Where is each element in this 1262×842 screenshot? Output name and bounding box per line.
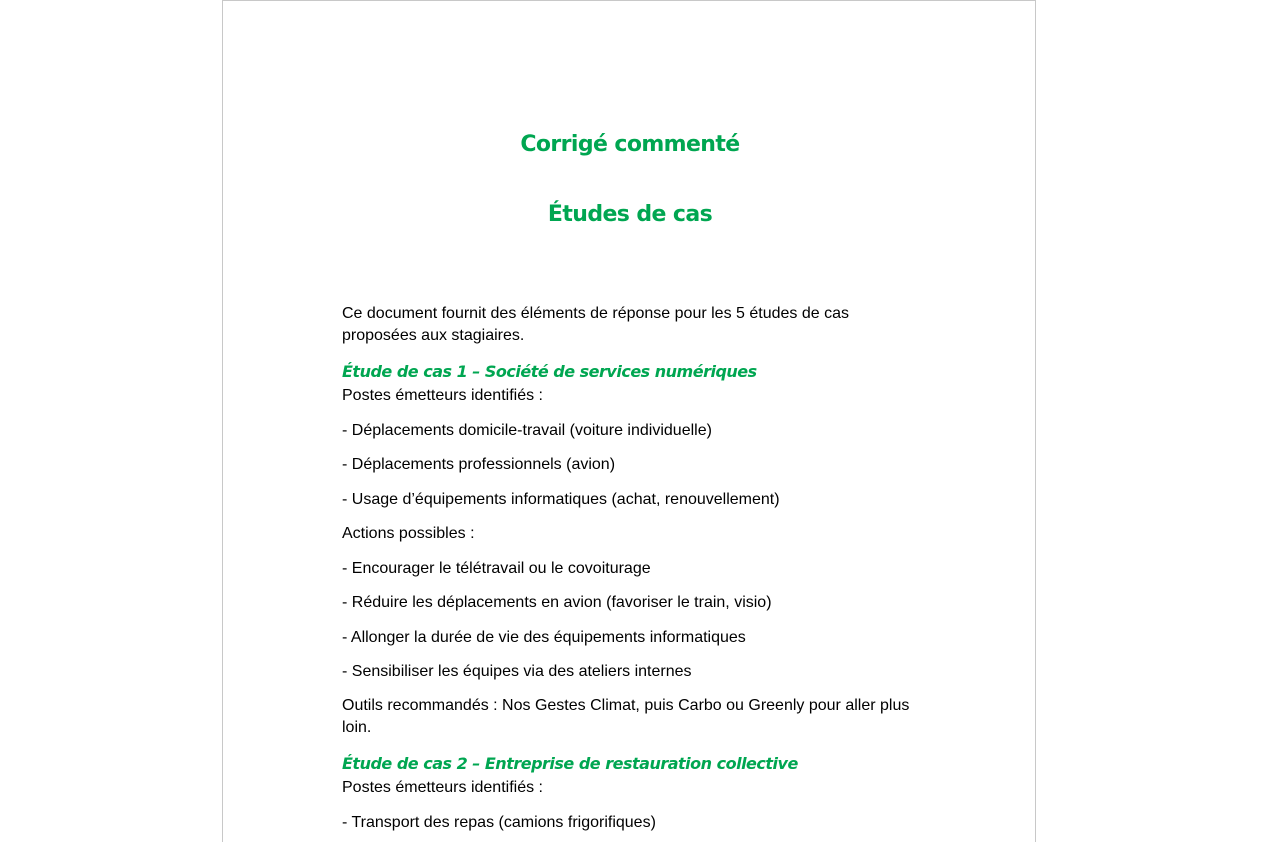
case1-postes-label: Postes émetteurs identifiés : bbox=[342, 387, 543, 404]
case1-action-item: - Encourager le télétravail ou le covoiturage bbox=[342, 560, 651, 577]
case1-heading: Étude de cas 1 – Société de services numériques bbox=[342, 362, 757, 381]
case2-poste-item: - Transport des repas (camions frigorifiques) bbox=[342, 814, 656, 831]
case1-poste-item: - Déplacements professionnels (avion) bbox=[342, 456, 616, 473]
intro-paragraph: Ce document fournit des éléments de réponse pour les 5 études de cas proposées aux stagiaires. bbox=[342, 305, 849, 344]
document-page bbox=[222, 0, 1036, 842]
case2-postes-label: Postes émetteurs identifiés : bbox=[342, 779, 543, 796]
case1-outils: Outils recommandés : Nos Gestes Climat, puis Carbo ou Greenly pour aller plus loin. bbox=[342, 697, 910, 736]
case1-action-item: - Sensibiliser les équipes via des ateliers internes bbox=[342, 663, 692, 680]
document-title: Corrigé commenté bbox=[520, 132, 740, 157]
case1-actions-label: Actions possibles : bbox=[342, 525, 475, 542]
document-subtitle: Études de cas bbox=[547, 202, 713, 227]
case2-heading: Étude de cas 2 – Entreprise de restauration collective bbox=[342, 754, 798, 773]
case1-action-item: - Allonger la durée de vie des équipements informatiques bbox=[342, 629, 746, 646]
case1-poste-item: - Usage d’équipements informatiques (achat, renouvellement) bbox=[342, 491, 780, 508]
case1-poste-item: - Déplacements domicile-travail (voiture individuelle) bbox=[342, 422, 712, 439]
case1-action-item: - Réduire les déplacements en avion (favoriser le train, visio) bbox=[342, 594, 772, 611]
